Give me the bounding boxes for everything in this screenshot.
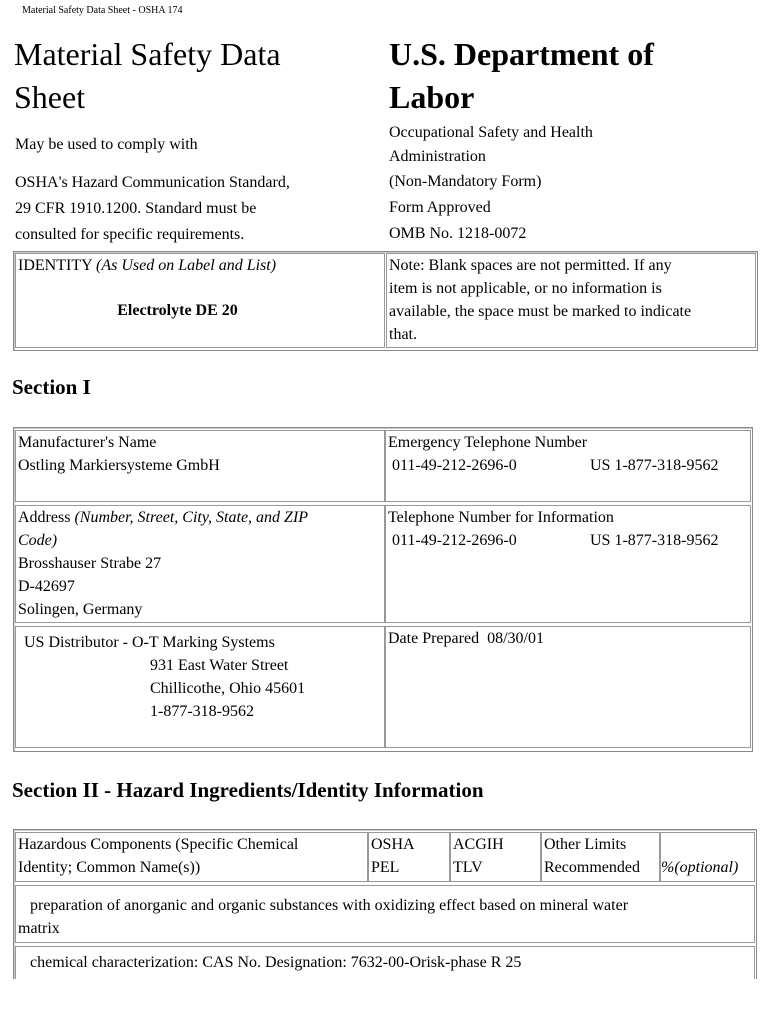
page-title xyxy=(14,33,281,119)
header-acgih-line-2: TLV xyxy=(453,859,483,876)
ingredient-row-2 xyxy=(15,946,755,979)
intro-line-2: OSHA's Hazard Communication Standard, xyxy=(15,174,290,191)
ingredient-row-1-line-2: matrix xyxy=(18,920,60,937)
manufacturer-label: Manufacturer's Name xyxy=(18,434,157,451)
intro-left xyxy=(15,133,385,248)
section-2-title: Section II - Hazard Ingredients/Identity Information xyxy=(12,778,484,802)
emergency-label: Emergency Telephone Number xyxy=(388,434,588,451)
header-acgih-line-1: ACGIH xyxy=(453,836,504,853)
address-line: Brosshauser Strabe 27 xyxy=(18,555,162,572)
header-components-line-2: Identity; Common Name(s)) xyxy=(18,859,201,876)
note-line: available, the space must be marked to indicate xyxy=(389,303,692,320)
header-components-line-1: Hazardous Components (Specific Chemical xyxy=(18,836,299,853)
address-label-note-2: Code) xyxy=(18,532,58,549)
intro-right-line-2: Administration xyxy=(389,148,486,165)
distributor-label: US Distributor - O-T Marking Systems xyxy=(24,634,275,651)
intro-right xyxy=(389,121,759,247)
intro-right-line-5: OMB No. 1218-0072 xyxy=(389,225,527,242)
ingredient-row-1-line-1: preparation of anorganic and organic substances with oxidizing effect based on mineral water xyxy=(30,897,629,914)
distributor-line: Chillicothe, Ohio 45601 xyxy=(150,680,306,697)
product-name: Electrolyte DE 20 xyxy=(117,302,238,319)
agency-title xyxy=(389,33,654,119)
manufacturer-name: Ostling Markiersysteme GmbH xyxy=(18,457,220,474)
note-line: Note: Blank spaces are not permitted. If any xyxy=(389,257,672,274)
header-percent xyxy=(660,832,755,882)
intro-line-3: 29 CFR 1910.1200. Standard must be xyxy=(15,200,257,217)
ingredient-row-1 xyxy=(15,885,755,943)
emergency-cell xyxy=(385,430,751,502)
intro-right-line-4: Form Approved xyxy=(389,199,491,216)
date-value: 08/30/01 xyxy=(487,630,544,647)
header-other-line-2: Recommended xyxy=(544,859,640,876)
running-header: Material Safety Data Sheet - OSHA 174 xyxy=(22,5,183,16)
ingredient-row-2-text: chemical characterization: CAS No. Designation: 7632-00-Orisk-phase R 25 xyxy=(30,954,522,971)
address-cell xyxy=(15,505,385,623)
agency-line-1: U.S. Department of xyxy=(389,36,654,72)
address-line: D-42697 xyxy=(18,578,75,595)
distributor-cell xyxy=(15,626,385,748)
intro-line-1: May be used to comply with xyxy=(15,136,198,153)
title-line-2: Sheet xyxy=(14,79,86,115)
identity-note xyxy=(386,253,756,348)
note-line: item is not applicable, or no information is xyxy=(389,280,662,297)
title-line-1: Material Safety Data xyxy=(14,36,281,72)
address-label: Address xyxy=(18,509,71,526)
header-other-line-1: Other Limits xyxy=(544,836,627,853)
address-label-note: (Number, Street, City, State, and ZIP xyxy=(74,509,309,526)
header-osha-line-2: PEL xyxy=(371,859,400,876)
header-percent-label: %(optional) xyxy=(661,859,739,876)
section-1-title: Section I xyxy=(12,375,91,399)
header-other-limits xyxy=(541,832,660,882)
identity-cell xyxy=(15,253,385,348)
date-cell xyxy=(385,626,751,748)
distributor-line: 1-877-318-9562 xyxy=(150,703,254,720)
intro-right-line-1: Occupational Safety and Health xyxy=(389,124,593,141)
identity-label: IDENTITY xyxy=(18,257,93,274)
agency-line-2: Labor xyxy=(389,79,475,115)
info-label: Telephone Number for Information xyxy=(388,509,614,526)
manufacturer-cell xyxy=(15,430,385,502)
info-us-phone: US 1-877-318-9562 xyxy=(590,532,719,549)
distributor-line: 931 East Water Street xyxy=(150,657,289,674)
header-components xyxy=(15,832,368,882)
header-acgih-tlv xyxy=(450,832,541,882)
intro-line-4: consulted for specific requirements. xyxy=(15,226,245,243)
note-line: that. xyxy=(389,326,417,343)
info-phone-cell xyxy=(385,505,751,623)
intro-right-line-3: (Non-Mandatory Form) xyxy=(389,173,542,190)
identity-label-note: (As Used on Label and List) xyxy=(96,257,277,274)
emergency-phone: 011-49-212-2696-0 xyxy=(392,457,517,474)
emergency-us-phone: US 1-877-318-9562 xyxy=(590,457,719,474)
header-osha-pel xyxy=(368,832,450,882)
info-phone: 011-49-212-2696-0 xyxy=(392,532,517,549)
date-label: Date Prepared xyxy=(388,630,480,647)
header-osha-line-1: OSHA xyxy=(371,836,415,853)
address-line: Solingen, Germany xyxy=(18,601,143,618)
